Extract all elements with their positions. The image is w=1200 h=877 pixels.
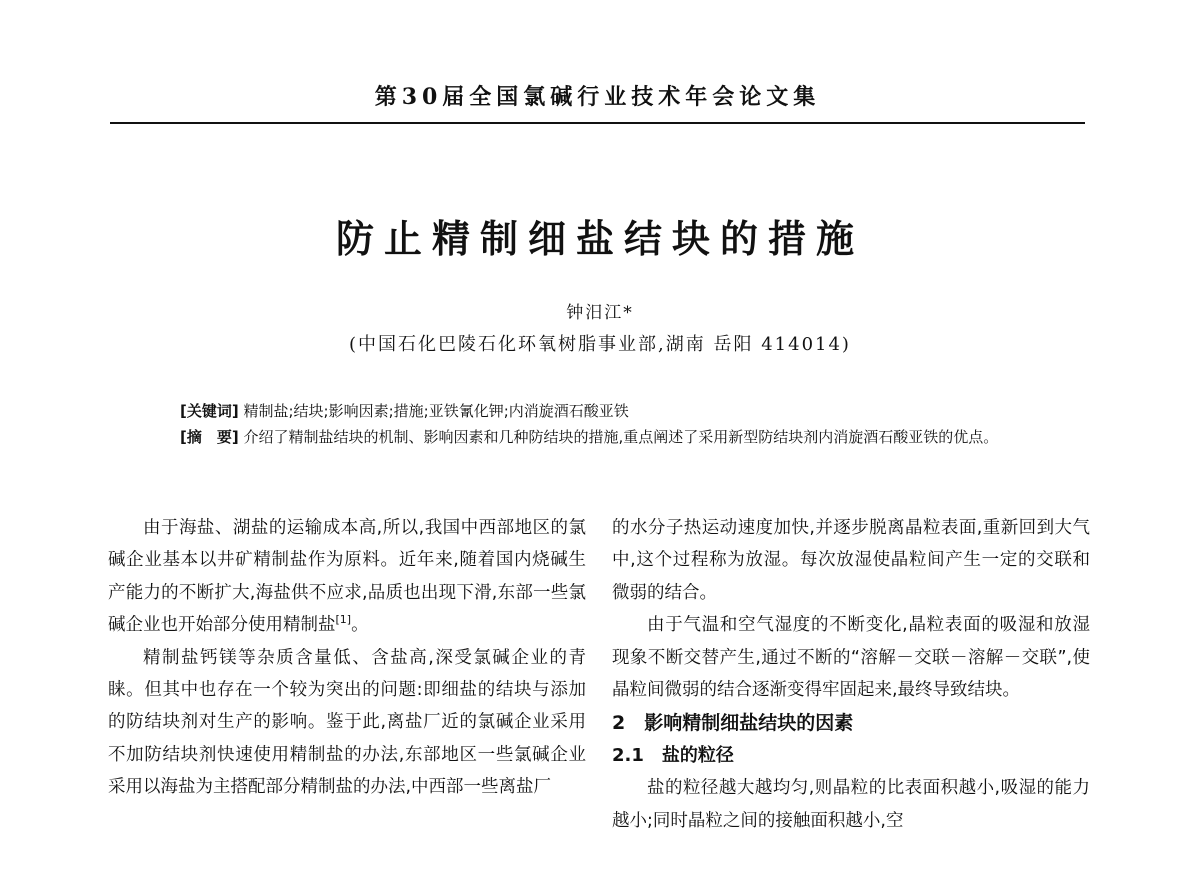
- right-paragraph-3: 盐的粒径越大越均匀,则晶粒的比表面积越小,吸湿的能力越小;同时晶粒之间的接触面积越小,空: [612, 778, 1090, 831]
- right-column: [612, 512, 1090, 837]
- abstract-label: [摘 要]: [180, 428, 239, 446]
- keywords-text: 精制盐;结块;影响因素;措施;亚铁氰化钾;内消旋酒石酸亚铁: [243, 402, 629, 420]
- section-heading: 2 影响精制细盐结块的因素: [612, 712, 854, 735]
- subsection-heading: 2.1 盐的粒径: [612, 745, 734, 767]
- abstract-text: 介绍了精制盐结块的机制、影响因素和几种防结块的措施,重点阐述了采用新型防结块剂内消旋酒石酸亚铁的优点。: [243, 428, 999, 446]
- citation-ref: [1]: [335, 613, 352, 627]
- affiliation: (中国石化巴陵石化环氧树脂事业部,湖南 岳阳 414014): [349, 334, 851, 355]
- left-paragraph-1-text: 由于海盐、湖盐的运输成本高,所以,我国中西部地区的氯碱企业基本以井矿精制盐作为原料。近年来,随着国内烧碱生产能力的不断扩大,海盐供不应求,品质也出现下滑,东部一些氯碱企业也开始部分使用精制盐: [108, 518, 586, 636]
- keywords-label: [关键词]: [180, 402, 239, 420]
- right-paragraph-1: 的水分子热运动速度加快,并逐步脱离晶粒表面,重新回到大气中,这个过程称为放湿。每次放湿使晶粒间产生一定的交联和微弱的结合。: [612, 518, 1090, 603]
- running-header: [110, 72, 1085, 124]
- paper-title: 防止精制细盐结块的措施: [335, 217, 864, 261]
- right-paragraph-2: 由于气温和空气湿度的不断变化,晶粒表面的吸湿和放湿现象不断交替产生,通过不断的“溶解－交联－溶解－交联”,使晶粒间微弱的结合逐渐变得牢固起来,最终导致结块。: [612, 615, 1090, 701]
- keywords: [180, 398, 1080, 424]
- running-header-text: 第30届全国氯碱行业技术年会论文集: [374, 84, 821, 110]
- author: 钟汨江*: [566, 303, 634, 323]
- abstract: [150, 424, 1070, 450]
- left-paragraph-1-end: 。: [351, 615, 369, 636]
- left-paragraph-1: [108, 512, 586, 642]
- left-paragraph-2: 精制盐钙镁等杂质含量低、含盐高,深受氯碱企业的青睐。但其中也存在一个较为突出的问题:即细盐的结块与添加的防结块剂对生产的影响。鉴于此,离盐厂近的氯碱企业采用不加防结块剂快速使用精制盐的办法,东部地区一些氯碱企业采用以海盐为主搭配部分精制盐的办法,中西部一些离盐厂: [108, 647, 586, 798]
- left-column: [108, 512, 586, 804]
